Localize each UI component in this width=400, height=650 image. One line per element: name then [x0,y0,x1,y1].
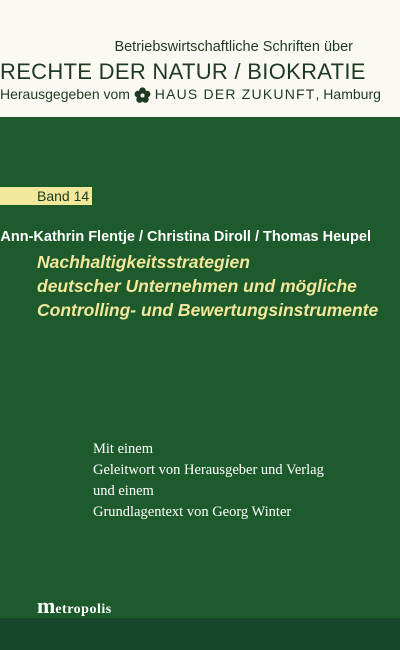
editor-prefix: Herausgegeben vom [0,86,130,102]
publisher-name: etropolis [55,602,112,617]
foreword-note-line-3: und einem [93,483,154,499]
authors: Ann-Kathrin Flentje / Christina Diroll / Thomas Heupel [0,229,371,245]
bottom-band [0,618,400,650]
foreword-note-line-4: Grundlagentext von Georg Winter [93,504,292,520]
publisher-initial: m [37,593,56,618]
publisher-logo [37,593,112,619]
series-header [0,0,400,117]
series-title: RECHTE DER NATUR / BIOKRATIE [0,59,366,84]
book-title-line-3: Controlling- und Bewertungsinstrumente [37,300,379,320]
foreword-note-line-2: Geleitwort von Herausgeber und Verlag [93,462,324,478]
flower-icon [134,87,151,104]
book-title-line-1: Nachhaltigkeitsstrategien [37,252,250,272]
series-subtitle: Betriebswirtschaftliche Schriften über [114,39,353,55]
foreword-note-line-1: Mit einem [93,441,154,457]
book-title-line-2: deutscher Unternehmen und mögliche [37,276,357,296]
editor-city: , Hamburg [315,86,381,102]
series-editor-line [0,86,381,104]
editor-house-name: HAUS DER ZUKUNFT [154,86,316,102]
volume-label: Band 14 [37,188,90,204]
